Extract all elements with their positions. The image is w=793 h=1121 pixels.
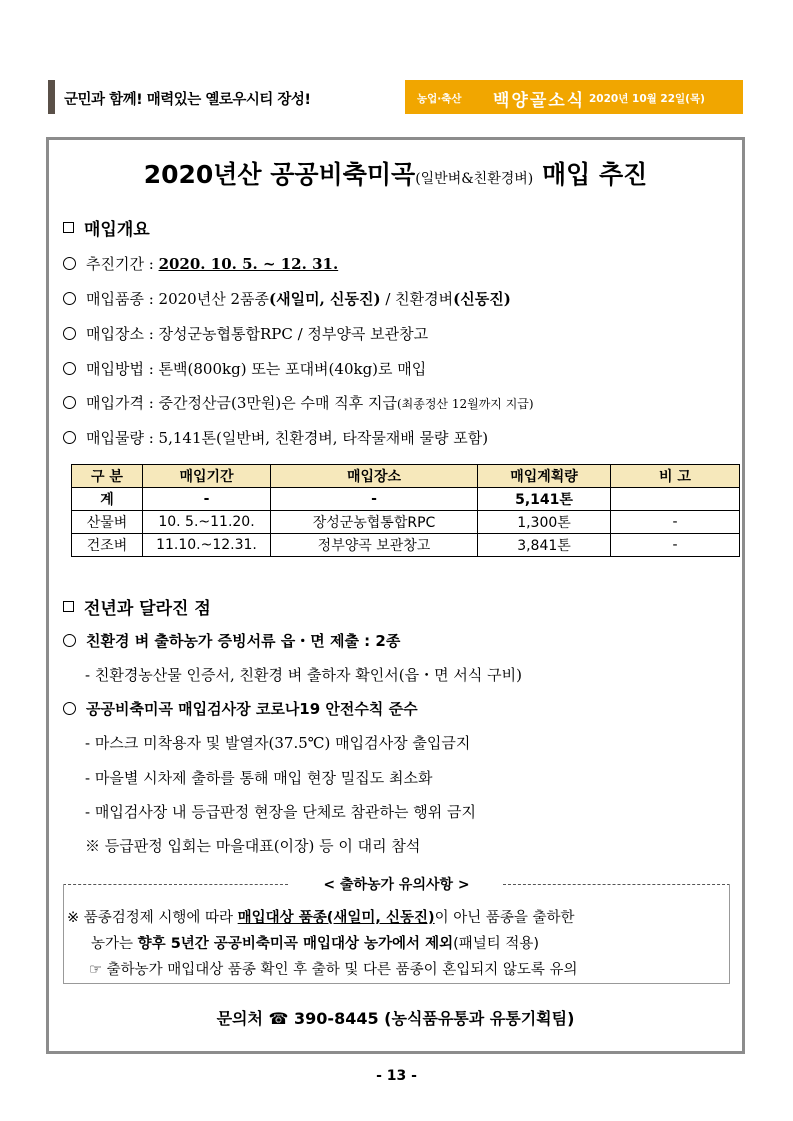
- purchase-plan-table: [71, 464, 740, 557]
- table-header: 매입장소: [271, 465, 478, 488]
- notice-line-3: ☞ 출하농가 매입대상 품종 확인 후 출하 및 다른 품종이 혼입되지 않도록 유의: [89, 962, 578, 978]
- overview-item-period: 추진기간 : 2020. 10. 5. ~ 12. 31.: [63, 253, 338, 274]
- changes-point-2: 공공비축미곡 매입검사장 코로나19 안전수칙 준수: [63, 698, 418, 719]
- circle-bullet-icon: [63, 292, 76, 305]
- table-header: 구 분: [72, 465, 143, 488]
- overview-item-quantity: 매입물량 : 5,141톤(일반벼, 친환경벼, 타작물재배 물량 포함): [63, 427, 488, 448]
- table-cell: 계: [72, 488, 143, 511]
- table-cell: 11.10.~12.31.: [143, 534, 271, 557]
- table-header: 매입계획량: [478, 465, 611, 488]
- overview-item-price: 매입가격 : 중간정산금(3만원)은 수매 직후 지급(최종정산 12월까지 지급): [63, 392, 534, 413]
- table-cell: 장성군농협통합RPC: [271, 511, 478, 534]
- article-frame: [46, 137, 745, 1054]
- changes-heading: 전년과 달라진 점: [63, 594, 211, 619]
- notice-line-1: ※ 품종검정제 시행에 따라 매입대상 품종(새일미, 신동진)이 아닌 품종을 출하한: [67, 910, 575, 926]
- header-category: 농업·축산: [417, 93, 462, 105]
- table-cell: 건조벼: [72, 534, 143, 557]
- changes-point-2-detail: - 마을별 시차제 출하를 통해 매입 현장 밀집도 최소화: [85, 769, 433, 787]
- divider: [63, 983, 730, 984]
- overview-heading: 매입개요: [63, 215, 150, 240]
- table-header-row: [72, 465, 740, 488]
- changes-point-1-detail: - 친환경농산물 인증서, 친환경 벼 출하자 확인서(읍・면 서식 구비): [85, 666, 522, 684]
- changes-note: ※ 등급판정 입회는 마을대표(이장) 등 이 대리 참석: [85, 837, 421, 855]
- table-cell: 10. 5.~11.20.: [143, 511, 271, 534]
- table-row: [72, 534, 740, 557]
- overview-item-place: 매입장소 : 장성군농협통합RPC / 정부양곡 보관창고: [63, 323, 428, 344]
- newsletter-header: [48, 80, 743, 114]
- circle-bullet-icon: [63, 702, 76, 715]
- table-row-total: [72, 488, 740, 511]
- circle-bullet-icon: [63, 327, 76, 340]
- divider: [729, 884, 730, 984]
- header-tag: [405, 80, 743, 114]
- table-cell: 산물벼: [72, 511, 143, 534]
- circle-bullet-icon: [63, 396, 76, 409]
- changes-point-2-detail: - 매입검사장 내 등급판정 현장을 단체로 참관하는 행위 금지: [85, 803, 476, 821]
- table-cell: -: [611, 534, 740, 557]
- changes-point-2-detail: - 마스크 미착용자 및 발열자(37.5℃) 매입검사장 출입금지: [85, 734, 471, 752]
- farmer-notice-box: [63, 874, 730, 984]
- table-cell: -: [143, 488, 271, 511]
- title-main: 2020년산 공공비축미곡: [143, 160, 416, 189]
- overview-item-variety: 매입품종 : 2020년산 2품종(새일미, 신동진) / 친환경벼(신동진): [63, 288, 511, 309]
- header-section: 백양골소식: [493, 91, 586, 111]
- table-row: [72, 511, 740, 534]
- table-header: 매입기간: [143, 465, 271, 488]
- circle-bullet-icon: [63, 634, 76, 647]
- overview-item-method: 매입방법 : 톤백(800kg) 또는 포대벼(40kg)로 매입: [63, 358, 426, 379]
- notice-line-2: 농가는 향후 5년간 공공비축미곡 매입대상 농가에서 제외(패널티 적용): [91, 936, 540, 952]
- header-date: 2020년 10월 22일(목): [589, 93, 705, 105]
- table-cell: -: [611, 511, 740, 534]
- table-cell: [611, 488, 740, 511]
- table-header: 비 고: [611, 465, 740, 488]
- page-number: - 13 -: [376, 1068, 417, 1084]
- checkbox-icon: [63, 222, 74, 233]
- table-cell: -: [271, 488, 478, 511]
- circle-bullet-icon: [63, 362, 76, 375]
- circle-bullet-icon: [63, 431, 76, 444]
- title-sub: (일반벼&친환경벼): [415, 171, 534, 187]
- circle-bullet-icon: [63, 257, 76, 270]
- changes-point-1: 친환경 벼 출하농가 증빙서류 읍・면 제출 : 2종: [63, 630, 400, 651]
- table-cell: 3,841톤: [478, 534, 611, 557]
- title-tail: 매입 추진: [541, 160, 648, 189]
- checkbox-icon: [63, 601, 74, 612]
- divider: [63, 884, 64, 984]
- article-title: [49, 155, 742, 191]
- table-cell: 5,141톤: [478, 488, 611, 511]
- table-cell: 정부양곡 보관창고: [271, 534, 478, 557]
- header-slogan: 군민과 함께! 매력있는 옐로우시티 장성!: [64, 92, 311, 108]
- table-cell: 1,300톤: [478, 511, 611, 534]
- header-accent-bar: [48, 80, 55, 114]
- contact-info: 문의처 ☎ 390-8445 (농식품유통과 유통기획팀): [216, 1009, 575, 1028]
- notice-title: < 출하농가 유의사항 >: [323, 877, 470, 893]
